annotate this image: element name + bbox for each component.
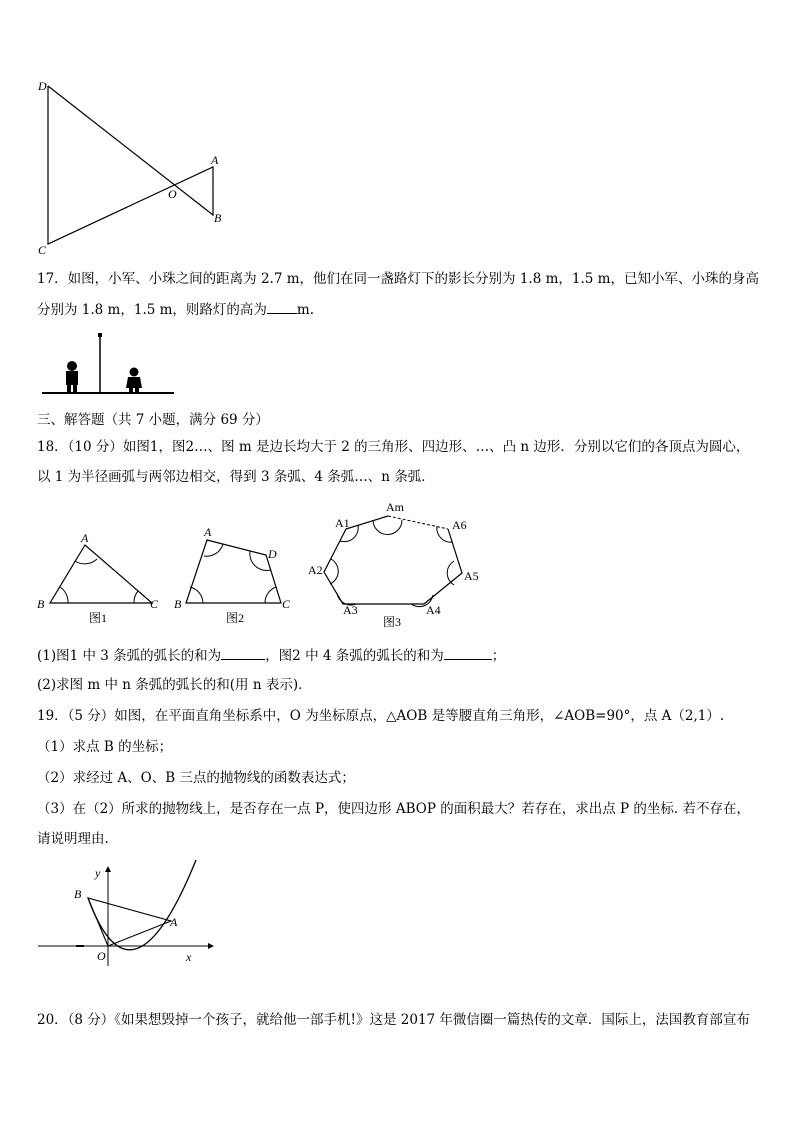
q18-text-1: 18．（10 分）如图1，图2…、图 m 是边长均大于 2 的三角形、四边形、…、凸 n 边形．分别以它们的各顶点为圆心， — [37, 439, 750, 455]
figure-3-polygon — [308, 500, 479, 629]
q19-sub2-text: （2）求经过 A、O、B 三点的抛物线的函数表达式； — [37, 770, 355, 786]
question-19-sub-3b — [37, 829, 761, 849]
question-18-line-1 — [37, 437, 761, 457]
fig1-label-B: B — [37, 597, 45, 611]
q17-text-2: 分别为 1.8 m，1.5 m，则路灯的高为 — [37, 302, 267, 318]
label-O: O — [168, 187, 177, 201]
fig2-caption: 图2 — [226, 611, 245, 625]
figure-street-lamp — [38, 330, 178, 400]
fig2-label-C: C — [282, 597, 291, 611]
person-xiaojun-icon — [66, 361, 78, 393]
q18-sub1-text-c: ； — [491, 648, 506, 664]
question-18-line-2 — [37, 467, 761, 487]
figure-polygons-arcs — [30, 498, 500, 638]
answer-blank[interactable] — [267, 299, 297, 314]
person-xiaozhu-icon — [126, 368, 142, 394]
fig3-label-A6: A6 — [452, 518, 467, 532]
fig2-label-B: B — [174, 597, 182, 611]
fig3-label-A3: A3 — [343, 603, 358, 617]
fig3-label-Am: Am — [386, 500, 404, 514]
fig3-label-A2: A2 — [308, 563, 323, 577]
q18-text-2: 以 1 为半径画弧与两邻边相交，得到 3 条弧、4 条弧…、n 条弧． — [37, 469, 435, 485]
fig3-label-A5: A5 — [464, 569, 479, 583]
question-19-line-1 — [37, 706, 761, 726]
label-D: D — [38, 79, 47, 93]
q19-sub3b-text: 请说明理由. — [37, 831, 109, 847]
q18-sub1-text: (1)图1 中 3 条弧的弧长的和为 — [37, 648, 222, 664]
question-19-sub-2 — [37, 768, 761, 788]
section-3-heading — [37, 410, 761, 430]
q17-text-1: 17．如图，小军、小珠之间的距离为 2.7 m，他们在同一盏路灯下的影长分别为 1.8 m，1.5 m，已知小军、小珠的身高 — [37, 271, 759, 287]
question-18-sub-2 — [37, 675, 761, 695]
fig1-caption: 图1 — [89, 611, 108, 625]
question-17-line-1 — [37, 269, 761, 289]
fig2-label-D: D — [268, 547, 277, 561]
fig19-label-x: x — [186, 950, 192, 964]
q19-sub3-text: （3）在（2）所求的抛物线上，是否存在一点 P，使四边形 ABOP 的面积最大？若存在，求出点 P 的坐标. 若不存在， — [37, 801, 750, 817]
answer-blank-2[interactable] — [444, 645, 492, 660]
figure-triangles-dao-boc — [30, 72, 240, 262]
section-3-text: 三、解答题（共 7 小题，满分 69 分） — [37, 412, 269, 428]
fig19-label-O: O — [97, 949, 106, 963]
figure-1-triangle — [37, 531, 159, 625]
label-B: B — [214, 211, 222, 225]
question-19-sub-1 — [37, 737, 761, 757]
fig19-label-B: B — [74, 887, 82, 901]
question-20-line-1 — [37, 1010, 761, 1030]
label-A: A — [211, 153, 219, 167]
question-17-line-2 — [37, 299, 761, 320]
figure-2-quadrilateral — [174, 525, 291, 625]
fig2-label-A: A — [204, 525, 212, 539]
q19-text-1: 19．（5 分）如图，在平面直角坐标系中，O 为坐标原点，△AOB 是等腰直角三角形，∠AOB=90°，点 A（2,1）. — [37, 708, 725, 724]
q18-sub2-text: (2)求图 m 中 n 条弧的弧长的和(用 n 表示)． — [37, 677, 312, 693]
q17-unit: m. — [296, 302, 315, 318]
fig19-label-A: A — [170, 915, 178, 929]
fig1-label-A: A — [81, 531, 89, 545]
fig3-label-A4: A4 — [426, 603, 441, 617]
q20-text-1: 20．（8 分）《如果想毁掉一个孩子，就给他一部手机!》这是 2017 年微信圈一篇热传的文章．国际上，法国教育部宣布 — [37, 1012, 750, 1028]
fig3-label-A1: A1 — [335, 516, 350, 530]
figure-parabola-coordinate — [36, 858, 216, 968]
label-C: C — [38, 243, 47, 257]
fig1-label-C: C — [150, 597, 159, 611]
question-18-sub-1 — [37, 645, 761, 666]
question-19-sub-3 — [37, 799, 761, 819]
answer-blank-1[interactable] — [221, 645, 265, 660]
q18-sub1-text-b: ，图2 中 4 条弧的弧长的和为 — [265, 648, 444, 664]
fig19-label-y: y — [95, 866, 101, 880]
q19-sub1-text: （1）求点 B 的坐标； — [37, 739, 173, 755]
fig3-caption: 图3 — [383, 615, 402, 629]
